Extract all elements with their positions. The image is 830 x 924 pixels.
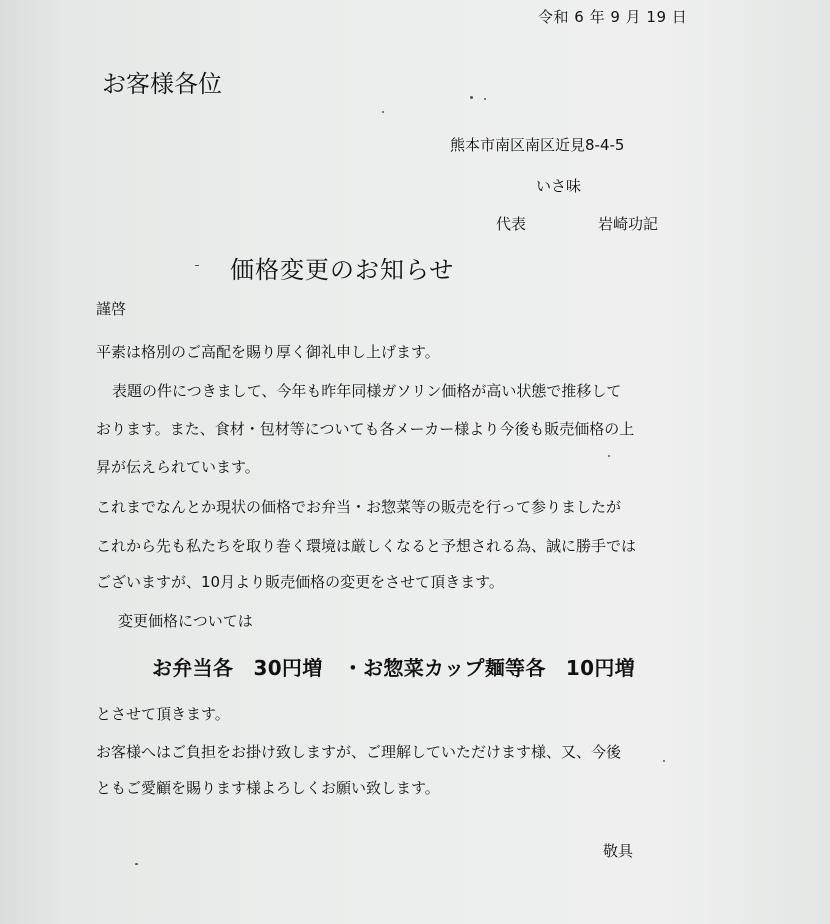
letter-date: 令和 6 年 9 月 19 日 — [538, 8, 688, 26]
body-line: おります。また、食材・包材等についても各メーカー様より今後も販売価格の上 — [96, 420, 635, 438]
body-line: ともご愛顧を賜ります様よろしくお願い致します。 — [96, 779, 440, 797]
paper-speck — [608, 455, 610, 457]
body-line: とさせて頂きます。 — [96, 705, 230, 723]
paper-speck — [195, 265, 199, 266]
document-title: 価格変更のお知らせ — [230, 256, 455, 284]
sender-title: 代表 — [496, 215, 527, 233]
body-line: 表題の件につきまして、今年も昨年同様ガソリン価格が高い状態で推移して — [112, 382, 622, 400]
paper-speck — [382, 111, 384, 113]
paper-speck — [484, 98, 486, 100]
body-line: これから先も私たちを取り巻く環境は厳しくなると予想される為、誠に勝手では — [96, 537, 637, 555]
addressee: お客様各位 — [102, 70, 222, 98]
sender-shop-name: いさ味 — [536, 177, 582, 195]
price-change-summary: お弁当各 30円増 ・お惣菜カップ麺等各 10円増 — [152, 656, 635, 680]
closing: 敬具 — [603, 842, 634, 860]
body-line: 平素は格別のご高配を賜り厚く御礼申し上げます。 — [96, 343, 440, 361]
paper-speck — [663, 760, 665, 762]
body-line: ございますが、10月より販売価格の変更をさせて頂きます。 — [96, 573, 504, 591]
body-line: 昇が伝えられています。 — [96, 458, 260, 476]
body-line: お客様へはご負担をお掛け致しますが、ご理解していただけます様、又、今後 — [96, 743, 622, 761]
body-line: 変更価格については — [118, 612, 253, 630]
paper-speck — [470, 96, 473, 99]
sender-name: 岩崎功記 — [598, 215, 659, 233]
salutation: 謹啓 — [96, 300, 127, 318]
sender-address: 熊本市南区南区近見8-4-5 — [450, 136, 625, 154]
paper-speck — [135, 863, 138, 865]
body-line: これまでなんとか現状の価格でお弁当・お惣菜等の販売を行って参りましたが — [96, 498, 622, 516]
